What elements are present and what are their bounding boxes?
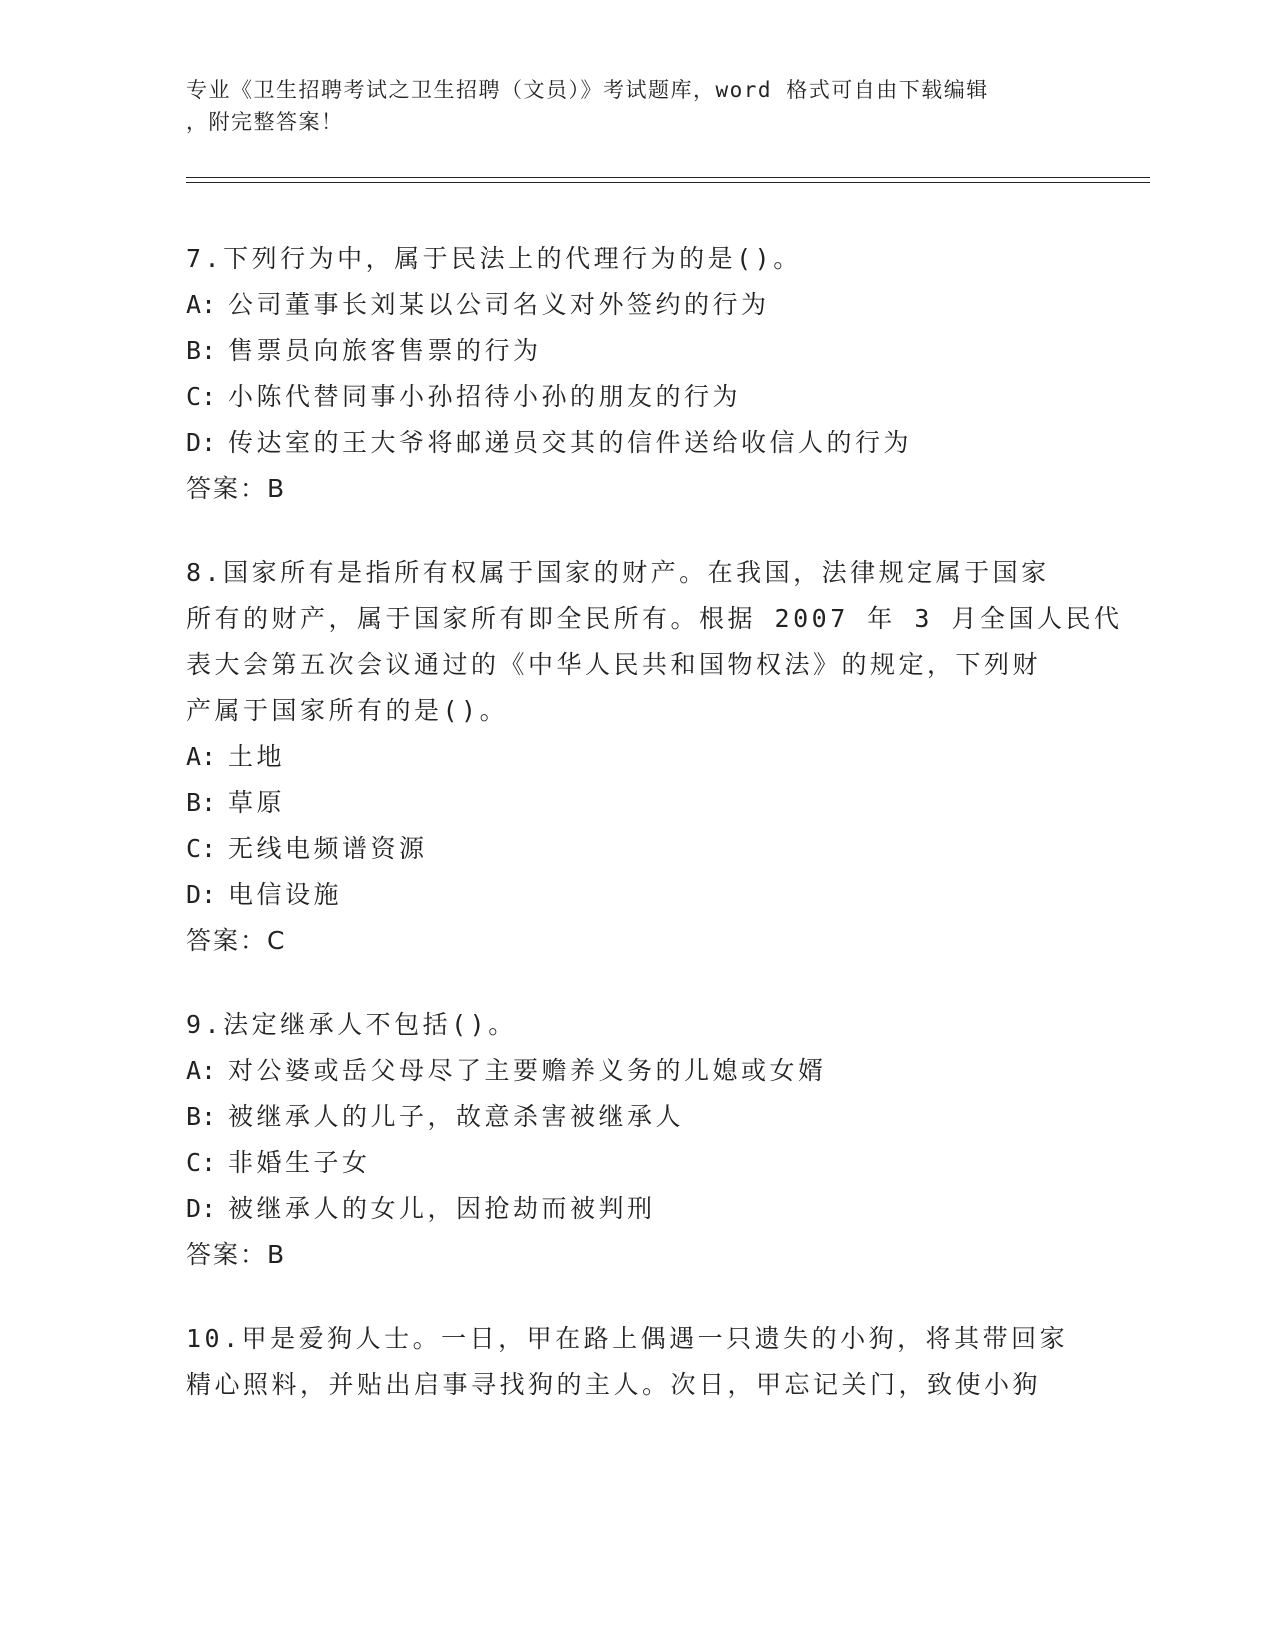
question-stem-line: 所有的财产，属于国家所有即全民所有。根据 2007 年 3 月全国人民代 [186, 604, 1123, 633]
option-letter: D: [186, 880, 217, 909]
option-a [186, 734, 1086, 780]
header-line-1: 专业《卫生招聘考试之卫生招聘（文员）》考试题库，word 格式可自由下载编辑 [186, 78, 989, 102]
option-b [186, 328, 1086, 374]
question-stem [186, 550, 1123, 734]
question-8 [186, 550, 1123, 964]
option-text: 小陈代替同事小孙招待小孙的朋友的行为 [228, 382, 742, 411]
question-7 [186, 236, 1086, 512]
option-text: 无线电频谱资源 [228, 834, 428, 863]
option-letter: B: [186, 788, 217, 817]
option-d [186, 420, 1086, 466]
header-divider-top [186, 177, 1150, 178]
question-10 [186, 1316, 1086, 1408]
option-a [186, 282, 1086, 328]
answer-label: 答案：B [186, 474, 287, 503]
answer-label: 答案：C [186, 926, 287, 955]
question-stem [186, 236, 1086, 282]
option-text: 被继承人的儿子，故意杀害被继承人 [228, 1102, 685, 1131]
option-letter: B: [186, 336, 217, 365]
option-text: 非婚生子女 [228, 1148, 371, 1177]
option-text: 土地 [228, 742, 286, 771]
option-text: 被继承人的女儿，因抢劫而被判刑 [228, 1194, 656, 1223]
option-text: 电信设施 [228, 880, 343, 909]
option-b [186, 1094, 1086, 1140]
option-letter: C: [186, 1148, 217, 1177]
question-stem-line: 表大会第五次会议通过的《中华人民共和国物权法》的规定，下列财 [186, 650, 1042, 679]
question-stem-line: 产属于国家所有的是()。 [186, 696, 509, 725]
question-stem-line: 9.法定继承人不包括()。 [186, 1010, 517, 1039]
option-letter: D: [186, 1194, 217, 1223]
option-c [186, 374, 1086, 420]
document-header [186, 74, 1086, 138]
question-stem-line: 10.甲是爱狗人士。一日，甲在路上偶遇一只遗失的小狗，将其带回家 [186, 1324, 1069, 1353]
question-stem [186, 1316, 1086, 1408]
option-text: 草原 [228, 788, 286, 817]
option-letter: C: [186, 834, 217, 863]
option-text: 对公婆或岳父母尽了主要赡养义务的儿媳或女婿 [228, 1056, 827, 1085]
question-stem-line: 8.国家所有是指所有权属于国家的财产。在我国，法律规定属于国家 [186, 558, 1050, 587]
question-stem [186, 1002, 1086, 1048]
question-stem-line: 精心照料，并贴出启事寻找狗的主人。次日，甲忘记关门，致使小狗 [186, 1370, 1042, 1399]
option-b [186, 780, 1086, 826]
question-9 [186, 1002, 1086, 1278]
option-text: 传达室的王大爷将邮递员交其的信件送给收信人的行为 [228, 428, 913, 457]
option-c [186, 826, 1086, 872]
header-line-2: ，附完整答案！ [186, 110, 344, 134]
option-text: 售票员向旅客售票的行为 [228, 336, 542, 365]
option-a [186, 1048, 1086, 1094]
header-divider-bottom [186, 182, 1150, 183]
option-d [186, 872, 1086, 918]
option-letter: D: [186, 428, 217, 457]
option-c [186, 1140, 1086, 1186]
option-letter: C: [186, 382, 217, 411]
question-stem-line: 7.下列行为中，属于民法上的代理行为的是()。 [186, 244, 802, 273]
option-letter: A: [186, 290, 217, 319]
option-text: 公司董事长刘某以公司名义对外签约的行为 [228, 290, 770, 319]
option-letter: A: [186, 1056, 217, 1085]
option-d [186, 1186, 1086, 1232]
answer-label: 答案：B [186, 1240, 287, 1269]
option-letter: B: [186, 1102, 217, 1131]
option-letter: A: [186, 742, 217, 771]
question-list [186, 236, 1123, 1446]
